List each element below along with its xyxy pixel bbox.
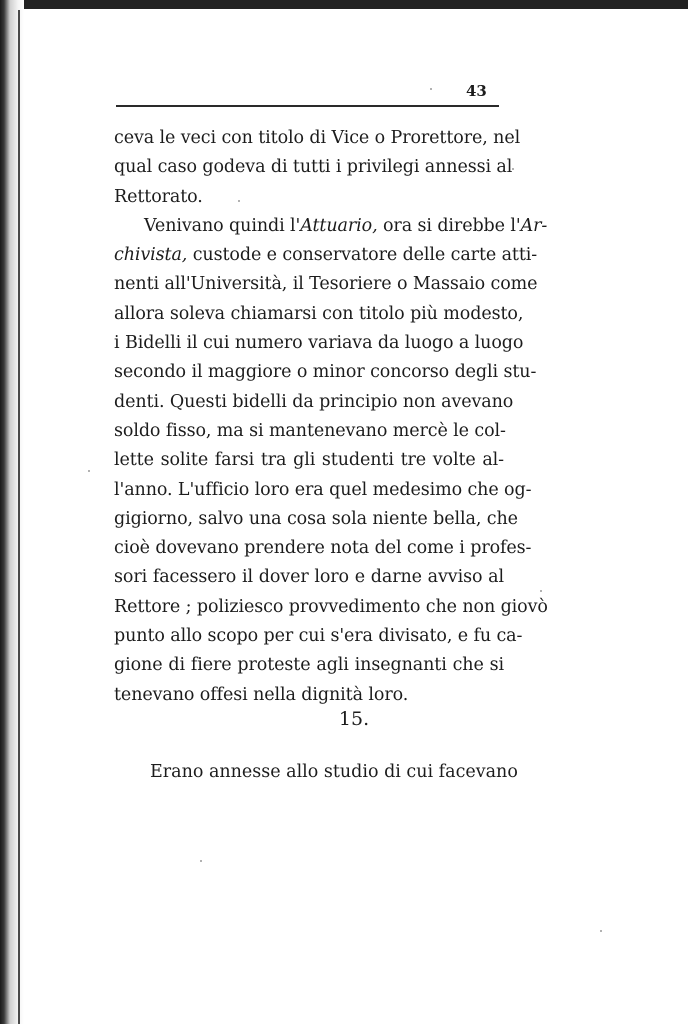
text-line xyxy=(114,388,514,417)
text-run: nenti all'Università, il Tesoriere o Massaio come xyxy=(114,274,538,295)
text-run: ora si direbbe l' xyxy=(377,215,521,236)
text-line xyxy=(114,651,504,680)
text-run: punto allo scopo per cui s'era divisato, e fu ca- xyxy=(114,626,523,647)
text-run: cioè dovevano prendere nota del come i profes- xyxy=(114,538,532,559)
text-line xyxy=(114,124,521,153)
text-run: gione di fiere proteste agli insegnanti che si xyxy=(114,655,504,676)
text-run: Rettorato. xyxy=(114,186,203,207)
text-run: gigiorno, salvo una cosa sola niente bella, che xyxy=(114,508,518,529)
text-run: secondo il maggiore o minor concorso degli stu- xyxy=(114,362,537,383)
text-run: tenevano offesi nella dignità loro. xyxy=(114,684,409,705)
text-run: ceva le veci con titolo di Vice o Prorettore, nel xyxy=(114,128,521,148)
text-line xyxy=(114,446,504,475)
text-run: custode e conservatore delle carte atti- xyxy=(187,245,538,266)
text-run: soldo fisso, ma si mantenevano mercè le col- xyxy=(114,420,506,441)
text-line xyxy=(114,681,504,710)
text-line xyxy=(114,417,504,446)
text-run: sori facessero il dover loro e darne avviso al xyxy=(114,567,504,588)
text-line xyxy=(114,358,537,387)
text-line xyxy=(114,622,523,651)
header-rule xyxy=(116,105,499,107)
body-text xyxy=(114,124,548,710)
text-line xyxy=(114,534,532,563)
text-line xyxy=(114,476,532,505)
text-line xyxy=(114,183,504,212)
text-line xyxy=(114,593,548,622)
text-run: l'anno. L'ufficio loro era quel medesimo che og- xyxy=(114,479,532,500)
text-line xyxy=(114,241,538,270)
text-line xyxy=(114,329,524,358)
section-number: 15. xyxy=(338,708,370,730)
text-line xyxy=(114,270,538,299)
text-run: denti. Questi bidelli da principio non avevano xyxy=(114,391,514,412)
text-run: allora soleva chiamarsi con titolo più modesto, xyxy=(114,303,524,324)
text-line xyxy=(114,153,513,182)
text-run: i Bidelli il cui numero variava da luogo a luogo xyxy=(114,333,524,354)
italic-term: Ar- xyxy=(520,215,548,236)
text-run: lette solite farsi tra gli studenti tre volte al- xyxy=(114,450,504,471)
text-line xyxy=(114,563,504,592)
italic-term: Attuario, xyxy=(300,215,378,236)
italic-term: chivista, xyxy=(114,245,188,266)
text-line xyxy=(114,300,524,329)
text-line xyxy=(114,505,518,534)
text-run: qual caso godeva di tutti i privilegi annessi al xyxy=(114,157,513,178)
text-run: Rettore ; poliziesco provvedimento che non giovò xyxy=(114,596,548,617)
text-run: Venivano quindi l' xyxy=(144,215,301,236)
text-line xyxy=(114,212,548,241)
section-first-line: Erano annesse allo studio di cui facevano xyxy=(150,762,518,782)
page-number: 43 xyxy=(466,82,487,100)
